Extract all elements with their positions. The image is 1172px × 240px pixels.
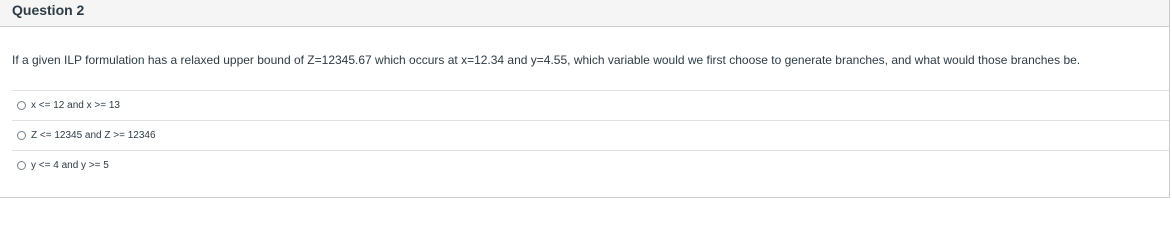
question-title: Question 2 [12, 2, 85, 18]
bottom-divider [0, 197, 1170, 198]
radio-button[interactable] [17, 101, 26, 110]
answer-option[interactable] [12, 150, 1169, 180]
answer-option[interactable] [12, 90, 1169, 120]
answer-list [12, 90, 1169, 180]
radio-button[interactable] [17, 161, 26, 170]
answer-option[interactable] [12, 120, 1169, 150]
answer-label[interactable]: x <= 12 and x >= 13 [31, 99, 120, 111]
radio-button[interactable] [17, 131, 26, 140]
answer-label[interactable]: y <= 4 and y >= 5 [31, 159, 109, 171]
question-text: If a given ILP formulation has a relaxed upper bound of Z=12345.67 which occurs at x=12.34 and y=4.55, which variable would we first choose to generate branches, and what would those branches be. [12, 53, 1081, 67]
question-header [0, 0, 1169, 27]
answer-label[interactable]: Z <= 12345 and Z >= 12346 [31, 129, 156, 141]
